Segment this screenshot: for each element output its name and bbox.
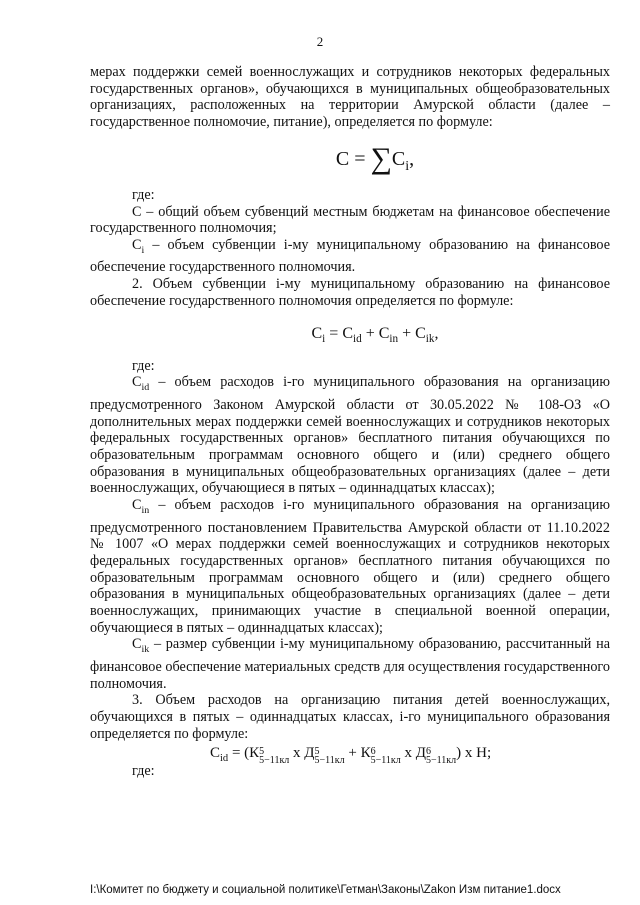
supsub [426,747,456,765]
symbol: К [249,744,260,761]
symbol: C [342,324,353,342]
formula-subscript: i [405,158,410,174]
formula-punct: ) х Н; [456,744,492,761]
formula-equals: = [354,147,366,170]
where-label: где: [132,762,155,779]
where-label: где: [132,186,155,203]
formula-plus: + [398,324,416,342]
definition-text: – объем субвенции i-му муниципальному образованию на финансовое обеспечение государственного полномочия. [90,236,610,276]
symbol: C [132,236,142,253]
formula-plus: + [361,324,379,342]
subscript: id [141,382,150,394]
symbol: C [210,744,221,761]
subscript: 5−11кл [370,754,401,766]
subscript: ik [425,332,435,345]
page-number: 2 [316,34,324,49]
definition-cid [90,374,610,497]
subscript: i [322,332,326,345]
symbol: К [360,744,371,761]
symbol: Д [415,744,426,761]
formula-plus: + [344,744,361,761]
file-path-footer: I:\Комитет по бюджету и социальной политике\Гетман\Законы\Zakon Изм питание1.docx [90,884,561,896]
formula-times: х [289,744,305,761]
paragraph-3: 3. Объем расходов на организацию питания детей военнослужащих, обучающихся в пятых – одиннадцатых классах, i-го муниципального образования определяется по формуле: [90,692,610,742]
document-body [90,64,610,779]
definition-text: – объем расходов i-го муниципального образования на организацию предусмотренного Законом Амурской области от 30.05.2022 № 108-ОЗ «О дополнительных мерах поддержки семей военнослужащих и сотрудников некоторых федеральных государственных органов» бесплатного питания обучающихся по образовательным программам основного общего и (или) среднего общего образования в муниципальных общеобразовательных организациях (далее – дети военнослужащих, обучающиеся в пятых – одиннадцатых классах); [90,374,610,497]
paragraph-intro: мерах поддержки семей военнослужащих и сотрудников некоторых федеральных государственных органов», обучающихся в муниципальных общеобразовательных организациях, расположенных на территории Амурской области (далее – государственное полномочие, питание), определяется по формуле: [90,64,610,131]
formula-equals: = [325,324,343,342]
symbol: C [132,497,142,514]
symbol: Д [304,744,315,761]
formula-cid [210,743,610,766]
formula-equals: = ( [228,744,250,761]
definition-cik [90,636,610,692]
subscript: 5−11кл [259,754,290,766]
symbol: C [132,636,142,653]
definition-text: – объем расходов i-го муниципального образования на организацию предусмотренного постановлением Правительства Амурской области от 11.10.2022 № 1007 «О мерах поддержки семей военнослужащих и сотрудников некоторых федеральных государственных органов» бесплатного питания обучающихся по образовательным программам основного общего и (или) среднего общего образования в муниципальных общеобразовательных организациях (далее – дети военнослужащих, принимающих участие в специальной военной операции, обучающиеся в пятых – одиннадцатых классах); [90,497,610,636]
subscript: 5−11кл [426,754,457,766]
formula-punct: , [434,324,439,342]
superscript: 6 [370,745,376,757]
subscript: id [352,332,362,345]
subscript: in [141,504,150,516]
definition-text: – размер субвенции i-му муниципальному образованию, рассчитанный на финансовое обеспечение материальных средств для осуществления государственного полномочия. [90,636,610,692]
formula-punct: , [409,147,415,170]
superscript: 6 [426,745,431,757]
supsub [371,747,401,765]
sum-symbol: ∑ [370,141,392,175]
supsub [315,747,345,765]
where-label: где: [132,357,155,374]
superscript: 5 [259,745,265,757]
subscript: ik [141,644,150,656]
symbol: C [311,324,323,342]
subscript: 5−11кл [314,754,345,766]
symbol: C [132,374,142,391]
subscript: i [141,244,145,256]
subscript: id [220,752,229,764]
formula-symbol: C [335,147,350,170]
subscript: in [389,332,399,345]
superscript: 5 [314,745,320,757]
supsub [259,747,289,765]
formula-times: х [400,744,416,761]
formula-subvention-i [140,310,610,358]
definition-cin [90,497,610,636]
definition-c: С – общий объем субвенций местным бюджетам на финансовое обеспечение государственного полномочия; [90,203,610,237]
definition-ci [90,237,610,276]
symbol: C [415,324,426,342]
formula-total-subvention [140,131,610,187]
symbol: C [378,324,390,342]
formula-symbol: C [391,147,406,170]
paragraph-2: 2. Объем субвенции i-му муниципальному образованию на финансовое обеспечение государственного полномочия определяется по формуле: [90,276,610,309]
